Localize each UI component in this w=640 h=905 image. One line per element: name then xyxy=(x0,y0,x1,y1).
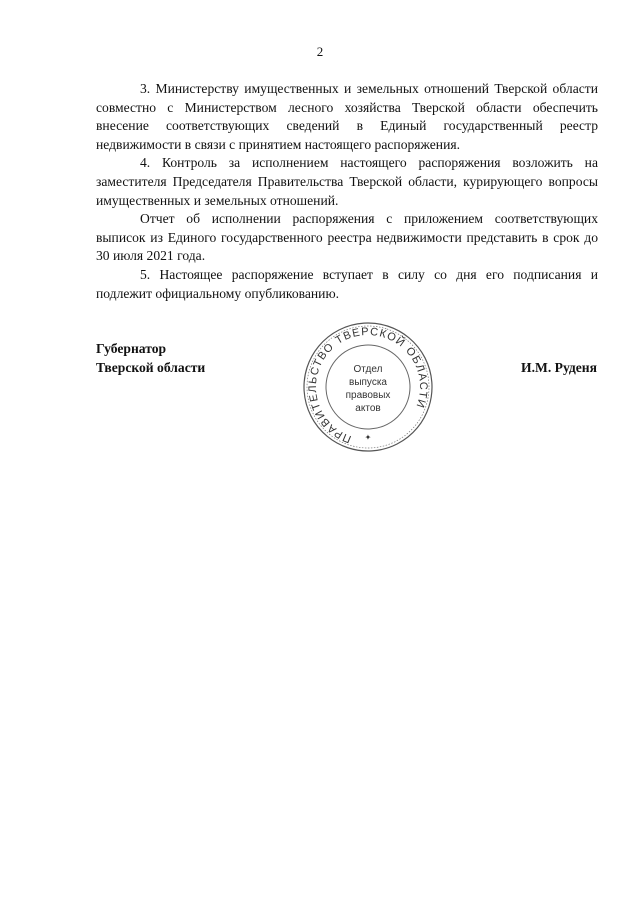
paragraph-report: Отчет об исполнении распоряжения с приложением соответствующих выписок из Единого государственного реестра недвижимости представить в срок до 30 июля 2021 года. xyxy=(96,211,598,264)
signatory-title xyxy=(96,340,205,377)
page-number: 2 xyxy=(316,44,324,59)
stamp-line-1: Отдел xyxy=(353,364,383,375)
paragraph-4: 4. Контроль за исполнением настоящего распоряжения возложить на заместителя Председателя Правительства Тверской области, курирующего вопросы имущественных и земельных отношений. xyxy=(96,155,598,208)
stamp-line-3: правовых xyxy=(345,390,391,401)
paragraph-3: 3. Министерству имущественных и земельных отношений Тверской области совместно с Министерством лесного хозяйства Тверской области обеспечить внесение соответствующих сведений в Единый государственный реестр недвижимости в связи с принятием настоящего распоряжения. xyxy=(96,81,598,152)
signatory-title-line2: Тверской области xyxy=(96,359,206,375)
paragraph-5: 5. Настоящее распоряжение вступает в силу со дня его подписания и подлежит официальному опубликованию. xyxy=(96,266,598,301)
stamp-ring-text: ПРАВИТЕЛЬСТВО ТВЕРСКОЙ ОБЛАСТИ xyxy=(306,325,430,445)
official-stamp xyxy=(300,322,436,452)
stamp-line-2: выпуска xyxy=(349,377,387,388)
stamp-star-icon: ✦ xyxy=(364,433,372,442)
stamp-line-4: актов xyxy=(355,403,381,414)
signatory-title-line1: Губернатор xyxy=(96,341,167,356)
document-body xyxy=(96,80,598,303)
signatory-name: И.М. Руденя xyxy=(521,360,597,375)
